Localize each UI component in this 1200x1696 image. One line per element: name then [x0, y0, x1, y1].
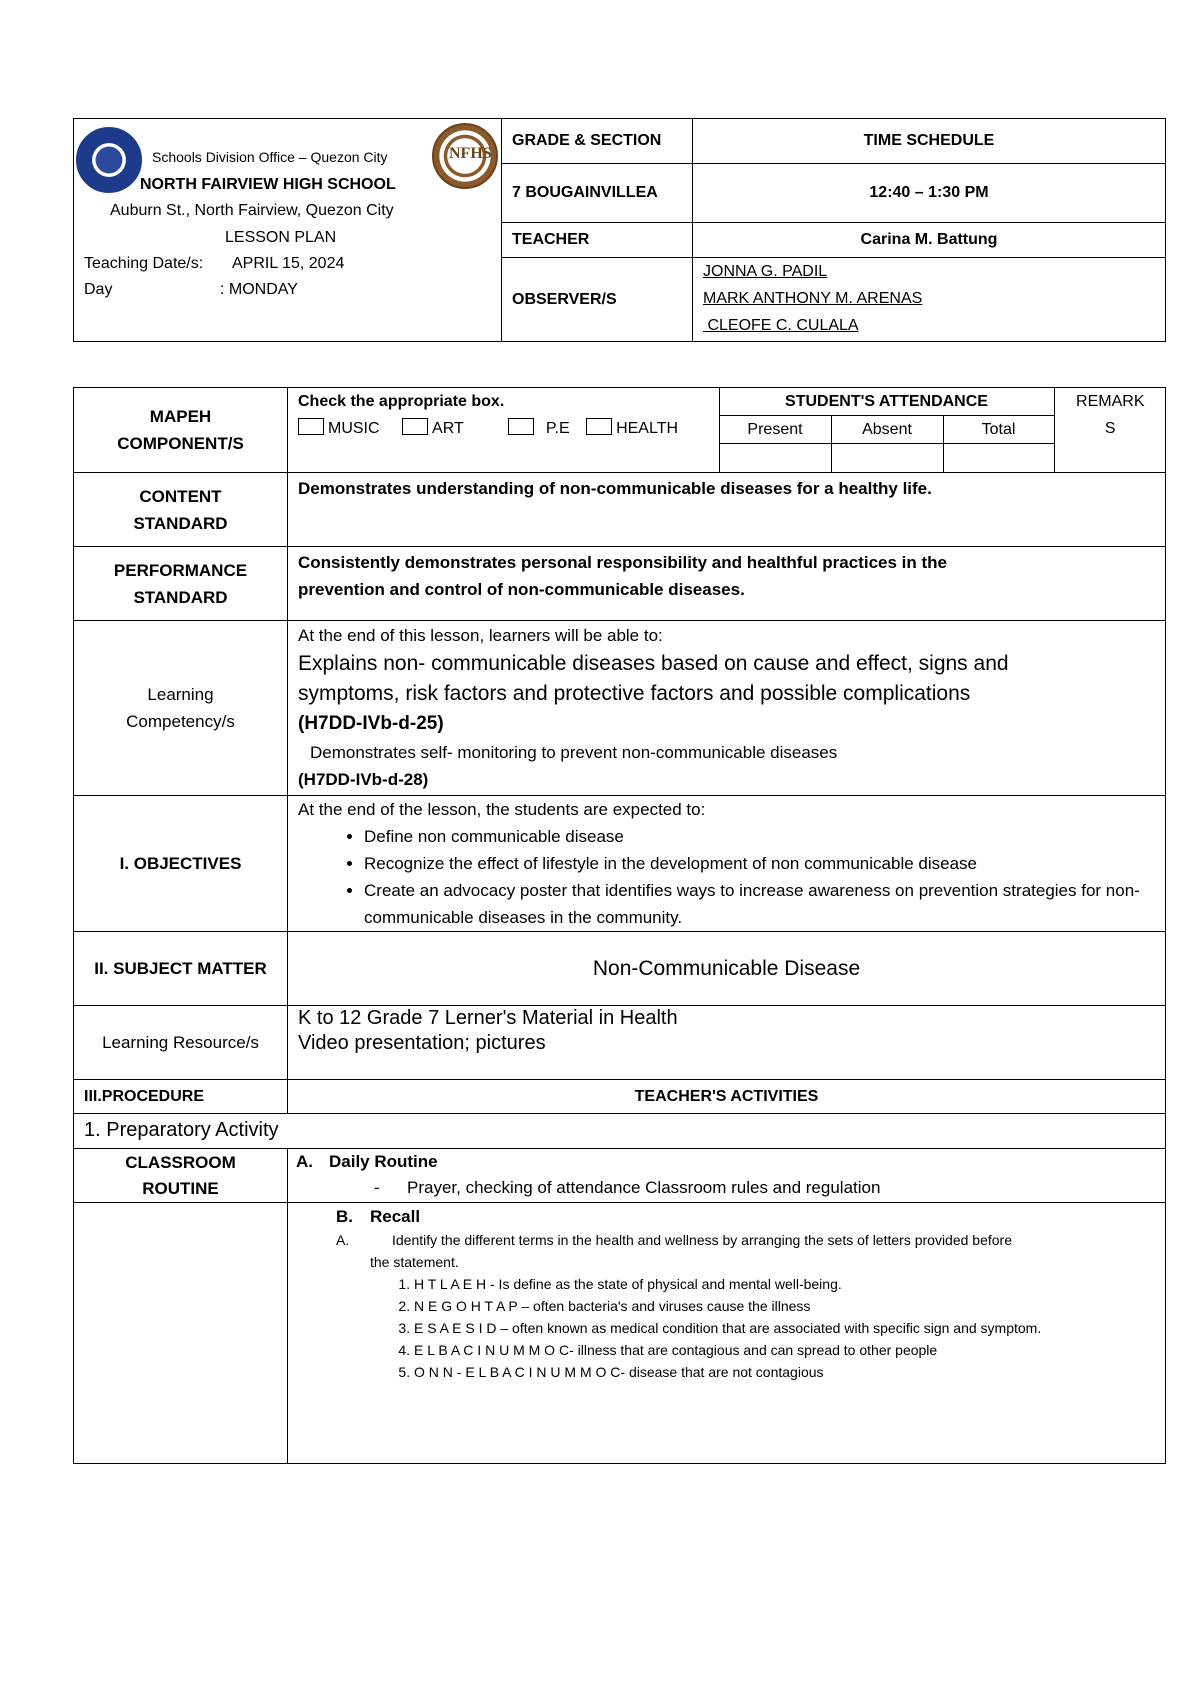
- time-schedule-value: 12:40 – 1:30 PM: [693, 164, 1166, 223]
- total-count: [943, 444, 1054, 473]
- deped-seal-icon: [76, 127, 142, 193]
- check-instruction: Check the appropriate box.: [298, 393, 505, 410]
- observer-1: JONNA G. PADIL: [703, 263, 828, 281]
- lesson-table: [73, 387, 1166, 1464]
- recall-item: 1. H T L A E H - Is define as the state of physical and mental well-being.: [414, 1273, 1155, 1295]
- component-row: [288, 388, 1166, 472]
- objective-item: • Create an advocacy poster that identifies ways to increase awareness on prevention strategies for non-communicable diseases in the community.: [364, 877, 1155, 931]
- observer-list: [693, 258, 1166, 342]
- school-name: NORTH FAIRVIEW HIGH SCHOOL: [140, 176, 396, 193]
- competency-intro: At the end of this lesson, learners will be able to:: [298, 626, 663, 645]
- recall-list: [298, 1273, 1155, 1383]
- competency-code-2: (H7DD-IVb-d-28): [298, 770, 429, 789]
- resources-label: Learning Resource/s: [74, 1006, 288, 1080]
- content-standard-text: Demonstrates understanding of non-communicable diseases for a healthy life.: [288, 473, 1166, 547]
- classroom-routine-label: CLASSROOM ROUTINE: [74, 1149, 288, 1203]
- health-label: HEALTH: [616, 420, 679, 437]
- competency-second: Demonstrates self- monitoring to prevent non-communicable diseases: [310, 743, 838, 762]
- school-seal-icon: NFHS: [432, 123, 498, 189]
- recall-section: B. Recall A. Identify the different terms in the health and wellness by arranging the sets of letters provided before the statement. 1. H T L A E H - Is define as the state of physical and mental well-being. 2. N E G O H T A P – often bacteria's and viruses cause the illness 3. E S A E S I D – often known as medical condition that are associated with specific sign and symptom. 4. E L B A C I N U M M O C- illness that are contagious and can spread to other people 5. O N N - E L B A C I N U M M O C- disease that are not contagious: [288, 1203, 1166, 1464]
- daily-routine-item: Prayer, checking of attendance Classroom rules and regulation: [407, 1178, 881, 1197]
- competency-main: Explains non- communicable diseases based on cause and effect, signs and symptoms, risk factors and protective factors and possible complications: [298, 652, 1009, 705]
- objective-item: • Define non communicable disease: [364, 823, 1155, 850]
- preparatory-activity: 1. Preparatory Activity: [74, 1114, 1166, 1149]
- teaching-date: APRIL 15, 2024: [232, 255, 345, 272]
- recall-item: 4. E L B A C I N U M M O C- illness that are contagious and can spread to other people: [414, 1339, 1155, 1361]
- teacher-label: TEACHER: [502, 222, 693, 257]
- subject-matter-text: Non-Communicable Disease: [288, 932, 1166, 1006]
- procedure-label: III.PROCEDURE: [74, 1080, 288, 1114]
- observer-2: MARK ANTHONY M. ARENAS: [703, 290, 923, 308]
- time-schedule-label: TIME SCHEDULE: [693, 119, 1166, 164]
- subject-matter-label: II. SUBJECT MATTER: [74, 932, 288, 1006]
- recall-instruction: A. Identify the different terms in the health and wellness by arranging the sets of letters provided before the statement.: [336, 1232, 1012, 1270]
- music-checkbox[interactable]: [298, 418, 324, 435]
- resources-text: K to 12 Grade 7 Lerner's Material in Health Video presentation; pictures: [288, 1006, 1166, 1080]
- competency-code-1: (H7DD-IVb-d-25): [298, 713, 444, 734]
- header-table: [73, 118, 1166, 342]
- school-block: [74, 119, 502, 342]
- recall-title: Recall: [370, 1207, 421, 1226]
- observer-label: OBSERVER/S: [502, 258, 693, 342]
- objective-item: • Recognize the effect of lifestyle in the development of non communicable disease: [364, 850, 1155, 877]
- pe-label: P.E: [545, 420, 570, 437]
- present-label: Present: [719, 416, 831, 444]
- teacher-activities-label: TEACHER'S ACTIVITIES: [288, 1080, 1166, 1114]
- remarks-label: REMARK S: [1054, 388, 1166, 472]
- absent-label: Absent: [831, 416, 943, 444]
- teaching-date-label: Teaching Date/s:: [84, 255, 204, 272]
- content-standard-label: CONTENT STANDARD: [74, 473, 288, 547]
- daily-routine: A. Daily Routine - Prayer, checking of attendance Classroom rules and regulation: [288, 1149, 1166, 1203]
- art-label: ART: [432, 420, 464, 437]
- pe-checkbox[interactable]: [508, 418, 534, 435]
- day-value: : MONDAY: [220, 281, 298, 298]
- component-options: [288, 388, 719, 472]
- competency-label: Learning Competency/s: [74, 621, 288, 796]
- attendance-label: STUDENT'S ATTENDANCE: [719, 388, 1054, 416]
- doc-title: LESSON PLAN: [225, 229, 337, 246]
- grade-section-value: 7 BOUGAINVILLEA: [502, 164, 693, 223]
- recall-label-cell: [74, 1203, 288, 1464]
- day-label: Day: [84, 281, 113, 298]
- performance-standard-label: PERFORMANCE STANDARD: [74, 547, 288, 621]
- recall-item: 3. E S A E S I D – often known as medical condition that are associated with specific sign and symptom.: [414, 1317, 1155, 1339]
- art-checkbox[interactable]: [402, 418, 428, 435]
- competency-text: [288, 621, 1166, 796]
- music-label: MUSIC: [328, 420, 380, 437]
- objectives-intro: At the end of the lesson, the students are expected to:: [298, 800, 706, 819]
- health-checkbox[interactable]: [586, 418, 612, 435]
- objectives-list: [298, 823, 1155, 931]
- grade-section-label: GRADE & SECTION: [502, 119, 693, 164]
- recall-item: 5. O N N - E L B A C I N U M M O C- disease that are not contagious: [414, 1361, 1155, 1383]
- recall-item: 2. N E G O H T A P – often bacteria's and viruses cause the illness: [414, 1295, 1155, 1317]
- objectives-label: I. OBJECTIVES: [74, 796, 288, 932]
- observer-3: CLEOFE C. CULALA: [703, 317, 859, 335]
- absent-count: [831, 444, 943, 473]
- school-address: Auburn St., North Fairview, Quezon City: [110, 202, 394, 219]
- performance-standard-text: Consistently demonstrates personal responsibility and healthful practices in the prevention and control of non-communicable diseases.: [288, 547, 1166, 621]
- division-office: Schools Division Office – Quezon City: [152, 149, 388, 165]
- objectives-text: [288, 796, 1166, 932]
- teacher-value: Carina M. Battung: [693, 222, 1166, 257]
- daily-routine-title: Daily Routine: [329, 1152, 438, 1171]
- total-label: Total: [943, 416, 1054, 444]
- present-count: [719, 444, 831, 473]
- component-label: MAPEH COMPONENT/S: [74, 388, 288, 473]
